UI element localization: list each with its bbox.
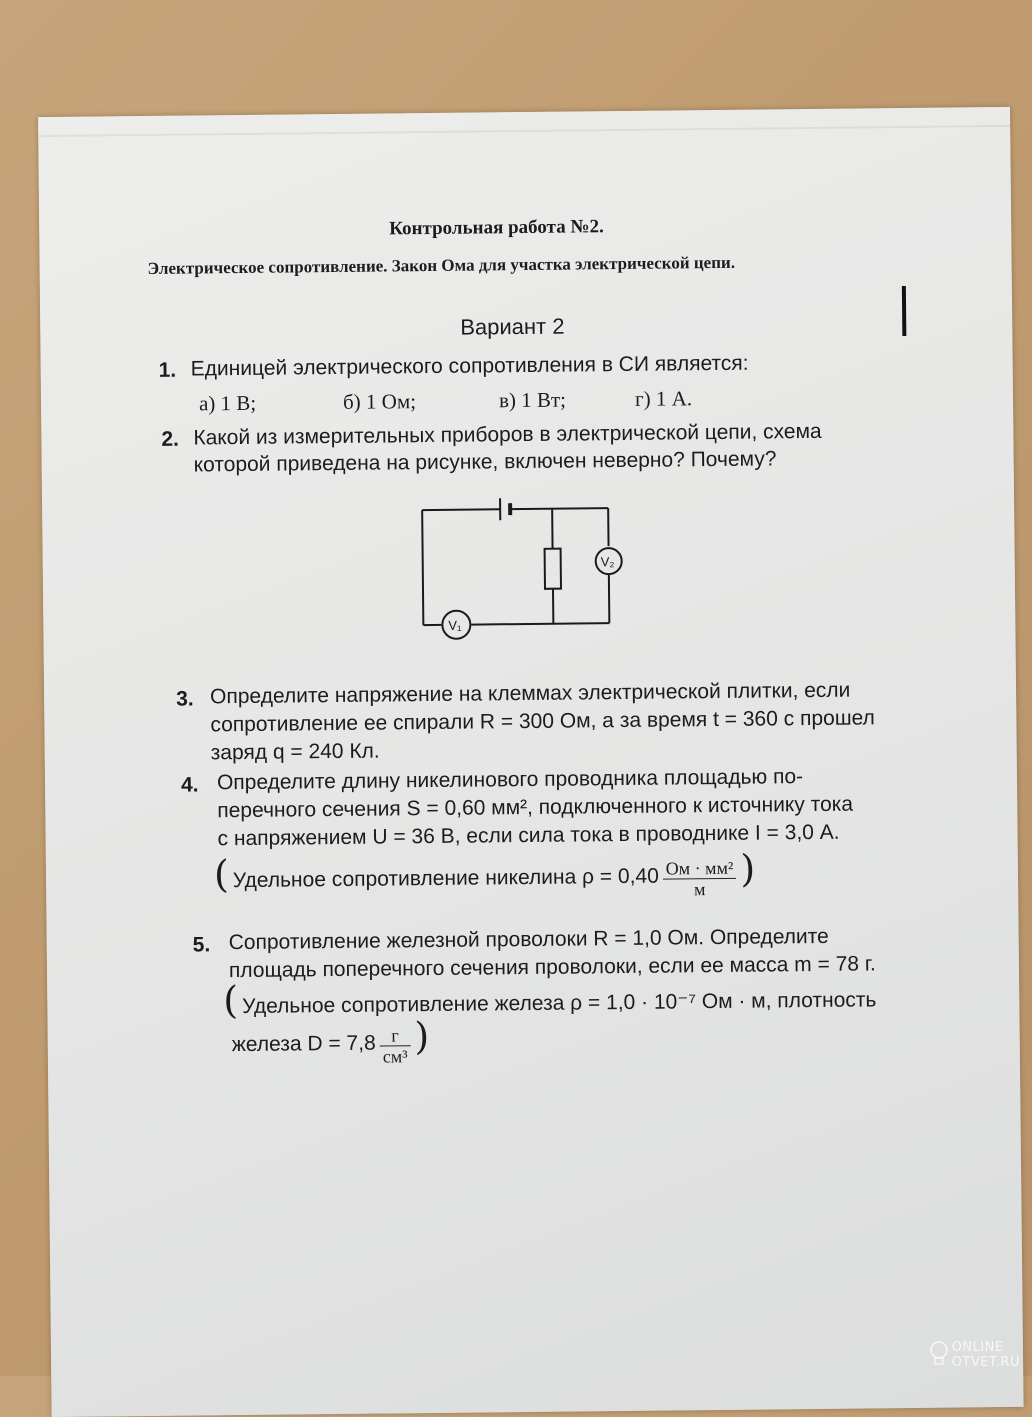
question-3-line-1: Определите напряжение на клеммах электрической плитки, если bbox=[210, 677, 851, 711]
page-subtitle: Электрическое сопротивление. Закон Ома для участка электрической цепи. bbox=[148, 253, 736, 279]
fraction-denominator: см³ bbox=[380, 1046, 411, 1066]
watermark bbox=[952, 1340, 1020, 1370]
question-5-note-text: Удельное сопротивление железа ρ = 1,0 · 10⁻⁷ Ом · м, плотность bbox=[242, 988, 876, 1018]
question-5-number: 5. bbox=[193, 933, 211, 957]
question-5-note2-text: железа D = 7,8 bbox=[232, 1032, 376, 1057]
question-1-option-c: в) 1 Вт; bbox=[499, 388, 566, 414]
open-paren: ( bbox=[214, 852, 229, 896]
variant-heading: Вариант 2 bbox=[460, 314, 565, 341]
question-2-line-1: Какой из измерительных приборов в электрической цепи, схема bbox=[193, 418, 822, 452]
page-title: Контрольная работа №2. bbox=[389, 216, 604, 240]
fraction-numerator: г bbox=[379, 1025, 410, 1046]
circuit-wire-top-left bbox=[422, 509, 500, 510]
question-3-number: 3. bbox=[176, 687, 194, 711]
question-5-note-line-2 bbox=[231, 1017, 429, 1068]
circuit-diagram bbox=[412, 483, 634, 645]
resistor bbox=[545, 549, 561, 589]
question-1-number: 1. bbox=[159, 359, 177, 383]
watermark-line-2: OTVET.RU bbox=[952, 1355, 1020, 1370]
question-5-fraction bbox=[379, 1025, 410, 1066]
question-2-number: 2. bbox=[161, 428, 179, 452]
question-4-note-text: Удельное сопротивление никелина ρ = 0,40 bbox=[233, 865, 659, 892]
question-4-line-3: с напряжением U = 36 В, если сила тока в проводнике I = 3,0 А. bbox=[217, 819, 839, 853]
question-1-option-d: г) 1 А. bbox=[635, 386, 692, 412]
fraction-numerator: Ом · мм² bbox=[663, 858, 737, 880]
lightbulb-icon bbox=[928, 1340, 950, 1368]
question-4-note bbox=[214, 850, 756, 904]
pen-mark bbox=[902, 286, 907, 336]
close-paren: ) bbox=[740, 847, 755, 891]
circuit-wire-left bbox=[422, 510, 423, 625]
question-1-text: Единицей электрического сопротивления в СИ является: bbox=[191, 350, 749, 383]
question-5-note bbox=[223, 974, 876, 1020]
question-1-option-b: б) 1 Ом; bbox=[343, 389, 416, 415]
paper-sheet bbox=[38, 107, 1024, 1417]
question-4-line-2: перечного сечения S = 0,60 мм², подключенного к источнику тока bbox=[217, 791, 853, 825]
question-4-fraction bbox=[663, 858, 737, 900]
open-paren: ( bbox=[223, 978, 238, 1022]
voltmeter-1-label: V₁ bbox=[448, 618, 462, 633]
voltmeter-2-label: V₂ bbox=[601, 554, 615, 569]
watermark-line-1: ONLINE bbox=[952, 1340, 1020, 1355]
question-4-number: 4. bbox=[181, 773, 199, 797]
question-3-line-2: сопротивление ее спирали R = 300 Ом, а за время t = 360 с прошел bbox=[210, 704, 875, 738]
circuit-wire-top-right bbox=[510, 508, 608, 509]
fraction-denominator: м bbox=[663, 879, 737, 900]
question-2-line-2: которой приведена на рисунке, включен неверно? Почему? bbox=[194, 445, 777, 478]
close-paren: ) bbox=[414, 1014, 429, 1058]
circuit-wire-bottom-right bbox=[471, 623, 609, 624]
question-1-option-a: а) 1 В; bbox=[199, 391, 256, 417]
question-5-line-1: Сопротивление железной проволоки R = 1,0 Ом. Определите bbox=[229, 923, 829, 956]
v2-wire-bottom bbox=[609, 574, 610, 623]
question-4-line-1: Определите длину никелинового проводника площадью по- bbox=[217, 763, 803, 796]
paper-fold bbox=[38, 125, 1010, 137]
question-5-line-2: площадь поперечного сечения проволоки, если ее масса m = 78 г. bbox=[229, 950, 876, 984]
question-3-line-3: заряд q = 240 Кл. bbox=[211, 738, 380, 767]
